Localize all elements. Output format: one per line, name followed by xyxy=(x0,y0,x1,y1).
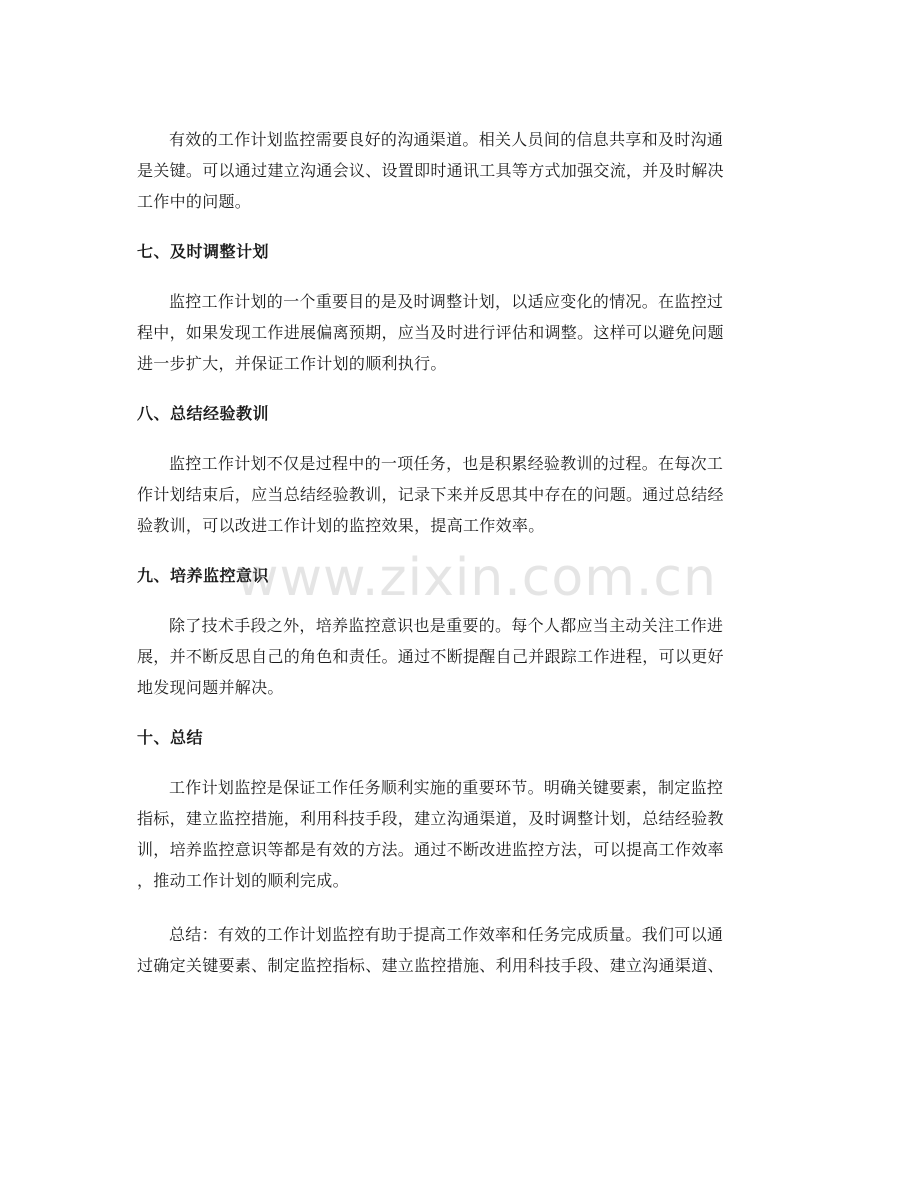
paragraph-lessons: 监控工作计划不仅是过程中的一项任务，也是积累经验教训的过程。在每次工 作计划结束后，应当总结经验教训，记录下来并反思其中存在的问题。通过总结经 验教训，可以改进工作计划的监控效果，提高工作效率。 xyxy=(137,454,724,535)
document-body xyxy=(137,124,782,981)
paragraph-summary: 工作计划监控是保证工作任务顺利实施的重要环节。明确关键要素，制定监控 指标，建立监控措施，利用科技手段，建立沟通渠道，及时调整计划，总结经验教 训，培养监控意识等都是有效的方法。通过不断改进监控方法，可以提高工作效率 ，推动工作计划的顺利完成。 xyxy=(137,778,724,890)
paragraph-adjust-plan: 监控工作计划的一个重要目的是及时调整计划，以适应变化的情况。在监控过 程中，如果发现工作进展偏离预期，应当及时进行评估和调整。这样可以避免问题 进一步扩大，并保证工作计划的顺利执行。 xyxy=(137,292,724,373)
heading-section-9: 九、培养监控意识 xyxy=(137,566,270,585)
paragraph-awareness: 除了技术手段之外，培养监控意识也是重要的。每个人都应当主动关注工作进 展，并不断反思自己的角色和责任。通过不断提醒自己并跟踪工作进程，可以更好 地发现问题并解决。 xyxy=(137,616,724,697)
paragraph-conclusion: 总结：有效的工作计划监控有助于提高工作效率和任务完成质量。我们可以通 过确定关键要素、制定监控指标、建立监控措施、利用科技手段、建立沟通渠道、 xyxy=(137,925,724,975)
heading-section-10: 十、总结 xyxy=(137,728,204,747)
watermark: www.zixin.com.cn xyxy=(236,548,717,608)
heading-section-7: 七、及时调整计划 xyxy=(137,242,270,261)
paragraph-communication: 有效的工作计划监控需要良好的沟通渠道。相关人员间的信息共享和及时沟通 是关键。可以通过建立沟通会议、设置即时通讯工具等方式加强交流，并及时解决 工作中的问题。 xyxy=(137,130,724,211)
heading-section-8: 八、总结经验教训 xyxy=(137,404,270,423)
